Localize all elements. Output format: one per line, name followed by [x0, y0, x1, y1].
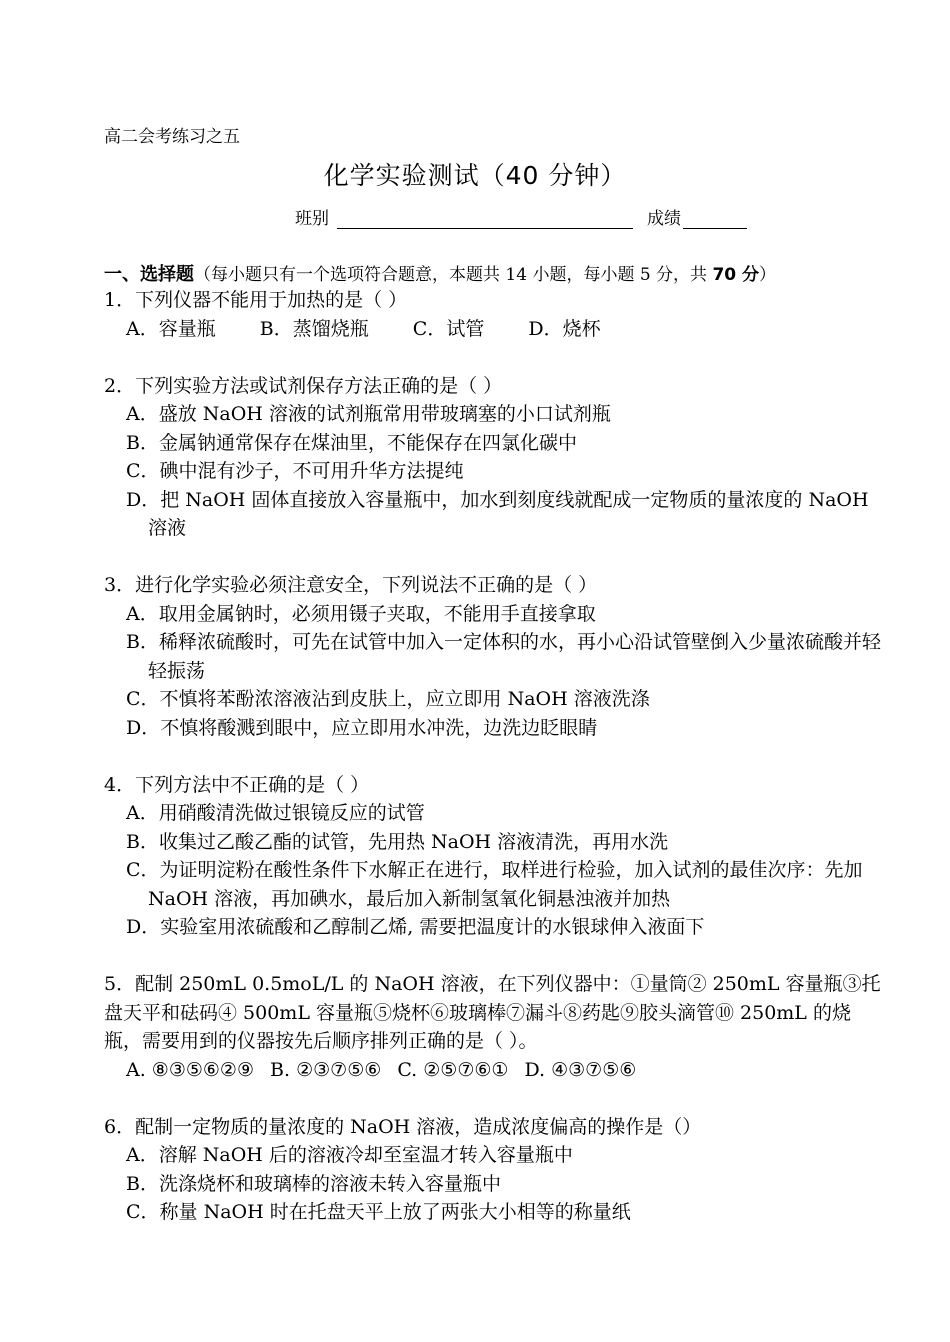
option-a: A. ⑧③⑤⑥②⑨: [126, 1058, 254, 1081]
question-6: [104, 1113, 884, 1227]
option-d: D．把 NaOH 固体直接放入容量瓶中，加水到刻度线就配成一定物质的量浓度的 NaOH 溶液: [126, 488, 869, 539]
option-b: B．蒸馏烧瓶: [259, 317, 369, 340]
question-stem: 1．下列仪器不能用于加热的是（ ）: [104, 289, 408, 311]
question-4: [104, 771, 884, 942]
question-stem: 4．下列方法中不正确的是（ ）: [104, 773, 370, 796]
option-c: C．称量 NaOH 时在托盘天平上放了两张大小相等的称量纸: [126, 1201, 631, 1223]
question-stem: 6．配制一定物质的量浓度的 NaOH 溶液，造成浓度偏高的操作是（）: [104, 1115, 702, 1138]
option-c: C. ②⑤⑦⑥①: [397, 1058, 509, 1081]
option-c: C．碘中混有沙子，不可用升华方法提纯: [126, 460, 464, 482]
section-total-score: 70 分: [712, 265, 760, 285]
question-1: [104, 286, 884, 343]
question-3: [104, 571, 884, 742]
question-stem: 3．进行化学实验必须注意安全，下列说法不正确的是（ ）: [104, 574, 598, 596]
option-b: B. ②③⑦⑤⑥: [270, 1058, 382, 1081]
option-b: B．稀释浓硫酸时，可先在试管中加入一定体积的水，再小心沿试管壁倒入少量浓硫酸并轻轻振荡: [126, 631, 881, 682]
option-d: D．烧杯: [528, 317, 601, 340]
class-label: 班别: [295, 209, 329, 229]
option-b: B．收集过乙酸乙酯的试管，先用热 NaOH 溶液清洗，再用水洗: [126, 830, 669, 853]
option-a: A．用硝酸清洗做过银镜反应的试管: [126, 802, 425, 824]
score-blank: [683, 208, 747, 229]
exam-title: 化学实验测试（40 分钟）: [323, 161, 627, 190]
section-title: 一、选择题: [104, 264, 194, 285]
option-b: B．洗涤烧杯和玻璃棒的溶液未转入容量瓶中: [126, 1172, 501, 1195]
section-heading: [104, 260, 776, 286]
option-c: C．试管: [412, 317, 485, 340]
question-2: [104, 372, 884, 543]
option-d: D．不慎将酸溅到眼中，应立即用水冲洗，边洗边眨眼睛: [126, 716, 598, 739]
question-list: [104, 286, 884, 1255]
class-blank: [337, 208, 633, 229]
option-a: A．盛放 NaOH 溶液的试剂瓶常用带玻璃塞的小口试剂瓶: [126, 403, 611, 425]
option-a: A．溶解 NaOH 后的溶液冷却至室温才转入容量瓶中: [126, 1144, 573, 1166]
option-row: [104, 1056, 884, 1085]
option-d: D．实验室用浓硫酸和乙醇制乙烯, 需要把温度计的水银球伸入液面下: [126, 916, 705, 938]
score-label: 成绩: [647, 209, 681, 229]
question-stem: 2．下列实验方法或试剂保存方法正确的是（ ）: [104, 374, 503, 397]
option-row: [104, 315, 884, 344]
option-c: C．不慎将苯酚浓溶液沾到皮肤上，应立即用 NaOH 溶液洗涤: [126, 688, 650, 710]
option-c: C．为证明淀粉在酸性条件下水解正在进行，取样进行检验，加入试剂的最佳次序：先加 NaOH 溶液，再加碘水，最后加入新制氢氧化铜悬浊液并加热: [126, 859, 863, 910]
exam-subtitle: 高二会考练习之五: [104, 127, 240, 147]
student-info-line: [295, 204, 747, 229]
question-5: [104, 970, 884, 1084]
question-stem: 5．配制 250mL 0.5moL/L 的 NaOH 溶液，在下列仪器中：①量筒② 250mL 容量瓶③托盘天平和砝码④ 500mL 容量瓶⑤烧杯⑥玻璃棒⑦漏斗⑧药匙⑨胶头滴管⑩ 250mL 的烧瓶，需要用到的仪器按先后顺序排列正确的是（ ）。: [104, 973, 881, 1052]
option-a: A．取用金属钠时，必须用镊子夹取，不能用手直接拿取: [126, 602, 596, 625]
section-note: （每小题只有一个选项符合题意，本题共 14 小题，每小题 5 分，共 70 分）: [194, 265, 777, 285]
option-a: A．容量瓶: [126, 317, 216, 340]
option-b: B．金属钠通常保存在煤油里，不能保存在四氯化碳中: [126, 431, 577, 454]
option-d: D. ④③⑦⑤⑥: [524, 1058, 637, 1081]
